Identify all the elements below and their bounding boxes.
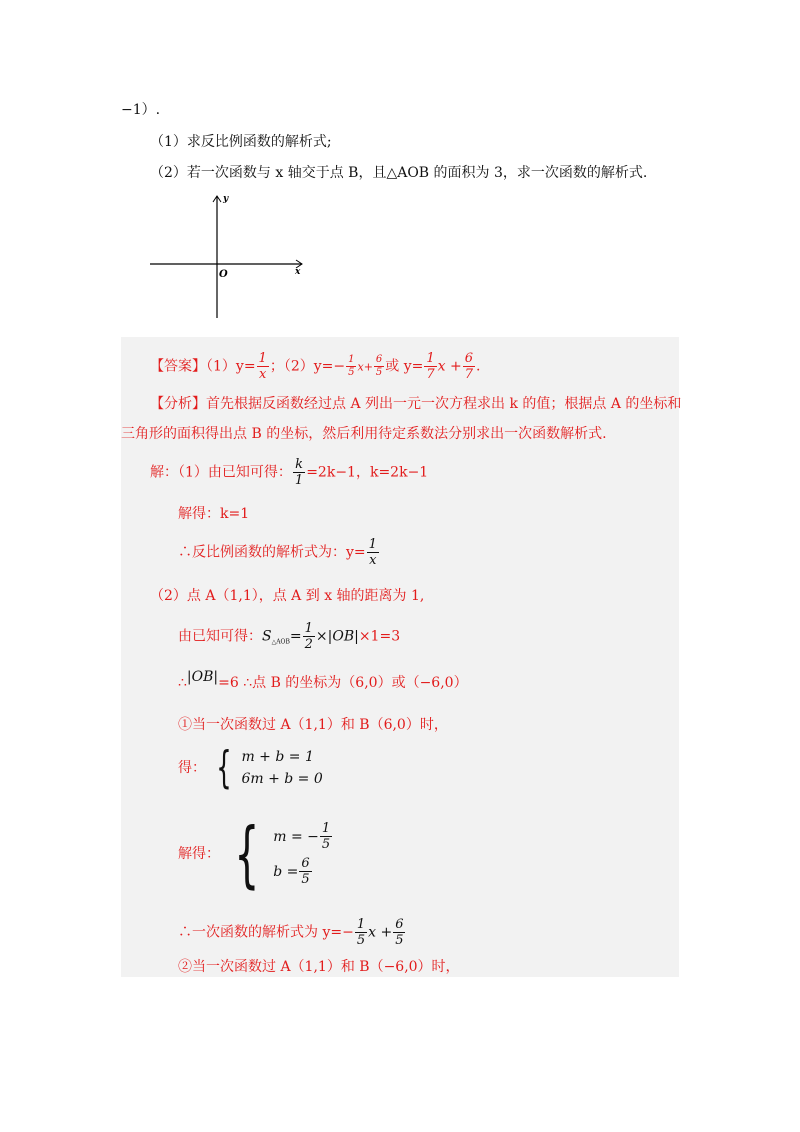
solution-step-5: 由已知可得：$S_{\triangle AOB}=$ $\frac{1}{2}$ ×|OB|×1=3: [178, 621, 401, 652]
equation-system-2: { m = − $\frac{1}{5}$ b = $\frac{6}{5}$: [234, 812, 331, 896]
fraction-6-5-b: $\frac{6}{5}$: [301, 856, 310, 887]
brace-icon: {: [216, 742, 233, 793]
analysis-line-1: 【分析】首先根据反函数经过点 A 列出一元一次方程求出 k 的值；根据点 A 的坐标和: [150, 396, 682, 412]
origin-label: O: [219, 269, 228, 280]
coordinate-axes-figure: [145, 190, 315, 325]
solution-step-4: （2）点 A（1,1），点 A 到 x 轴的距离为 1,: [150, 588, 425, 604]
question-part-2: （2）若一次函数与 x 轴交于点 B，且△AOB 的面积为 3，求一次函数的解析式.: [150, 165, 648, 181]
answer-x-plus-2: x +: [437, 358, 462, 375]
fraction-1-5: $\frac{1}{5}$: [348, 354, 355, 378]
y-axis-label: y: [223, 194, 229, 204]
question-fragment: −1）.: [121, 102, 161, 118]
answer-separator: ；（2）y=−: [269, 358, 346, 375]
solution-step-2: 解得：k=1: [178, 506, 250, 522]
solution-result-1: ∴一次函数的解析式为 y=− $\frac{1}{5}$ x + $\frac{6}{5}$: [178, 917, 404, 948]
fraction-1-5-b: $\frac{1}{5}$: [321, 821, 331, 852]
brace-icon: {: [234, 812, 260, 896]
solution-step-3: ∴反比例函数的解析式为：y= $\frac{1}{x}$: [178, 537, 377, 568]
solution-step-1: 解：（1）由已知可得： $\frac{k}{1}$ =2k−1，k=2k−1: [150, 457, 429, 488]
fraction-6-7: $\frac{6}{7}$: [464, 351, 474, 382]
fraction-6-5-c: $\frac{6}{5}$: [395, 917, 404, 948]
analysis-line-2: 三角形的面积得出点 B 的坐标，然后利用待定系数法分别求出一次函数解析式.: [121, 426, 607, 442]
solution-step-6: ∴|OB|=6 ∴点 B 的坐标为（6,0）或（−6,0）: [178, 669, 468, 691]
answer-tag: 【答案】: [150, 358, 206, 375]
analysis-tag: 【分析】: [150, 396, 206, 412]
fraction-6-5: $\frac{6}{5}$: [375, 354, 383, 378]
answer-or: 或 y=: [385, 358, 424, 375]
fraction-1-over-x: $\frac{1}{x}$: [258, 351, 267, 382]
equation-system-1: { m + b = 1 6m + b = 0: [216, 742, 323, 793]
answer-line: 【答案】（1）y= $\frac{1}{x}$ ；（2）y=− $\frac{1}{5}$ x+ $\frac{6}{5}$ 或 y= $\frac{1}{7}$ x + $\frac{6}{7}$ .: [150, 351, 481, 382]
question-part-1: （1）求反比例函数的解析式;: [150, 134, 332, 150]
fraction-1-2: $\frac{1}{2}$: [304, 621, 313, 652]
solution-case-2: ②当一次函数过 A（1,1）和 B（−6,0）时，: [178, 959, 460, 975]
answer-x-plus: x+: [357, 360, 373, 374]
solution-system-1: 得： { m + b = 1 6m + b = 0: [178, 742, 323, 793]
answer-part1-prefix: （1）y=: [206, 358, 256, 375]
fraction-1-7: $\frac{1}{7}$: [426, 351, 435, 382]
fraction-k-over-1: $\frac{k}{1}$: [294, 457, 304, 488]
fraction-1-5-c: $\frac{1}{5}$: [356, 917, 366, 948]
fraction-1-over-x-2: $\frac{1}{x}$: [368, 537, 377, 568]
x-axis-label: x: [295, 267, 301, 277]
solution-case-1: ①当一次函数过 A（1,1）和 B（6,0）时，: [178, 717, 448, 733]
solution-system-2: 解得： { m = − $\frac{1}{5}$ b = $\frac{6}{5}$: [178, 818, 333, 890]
